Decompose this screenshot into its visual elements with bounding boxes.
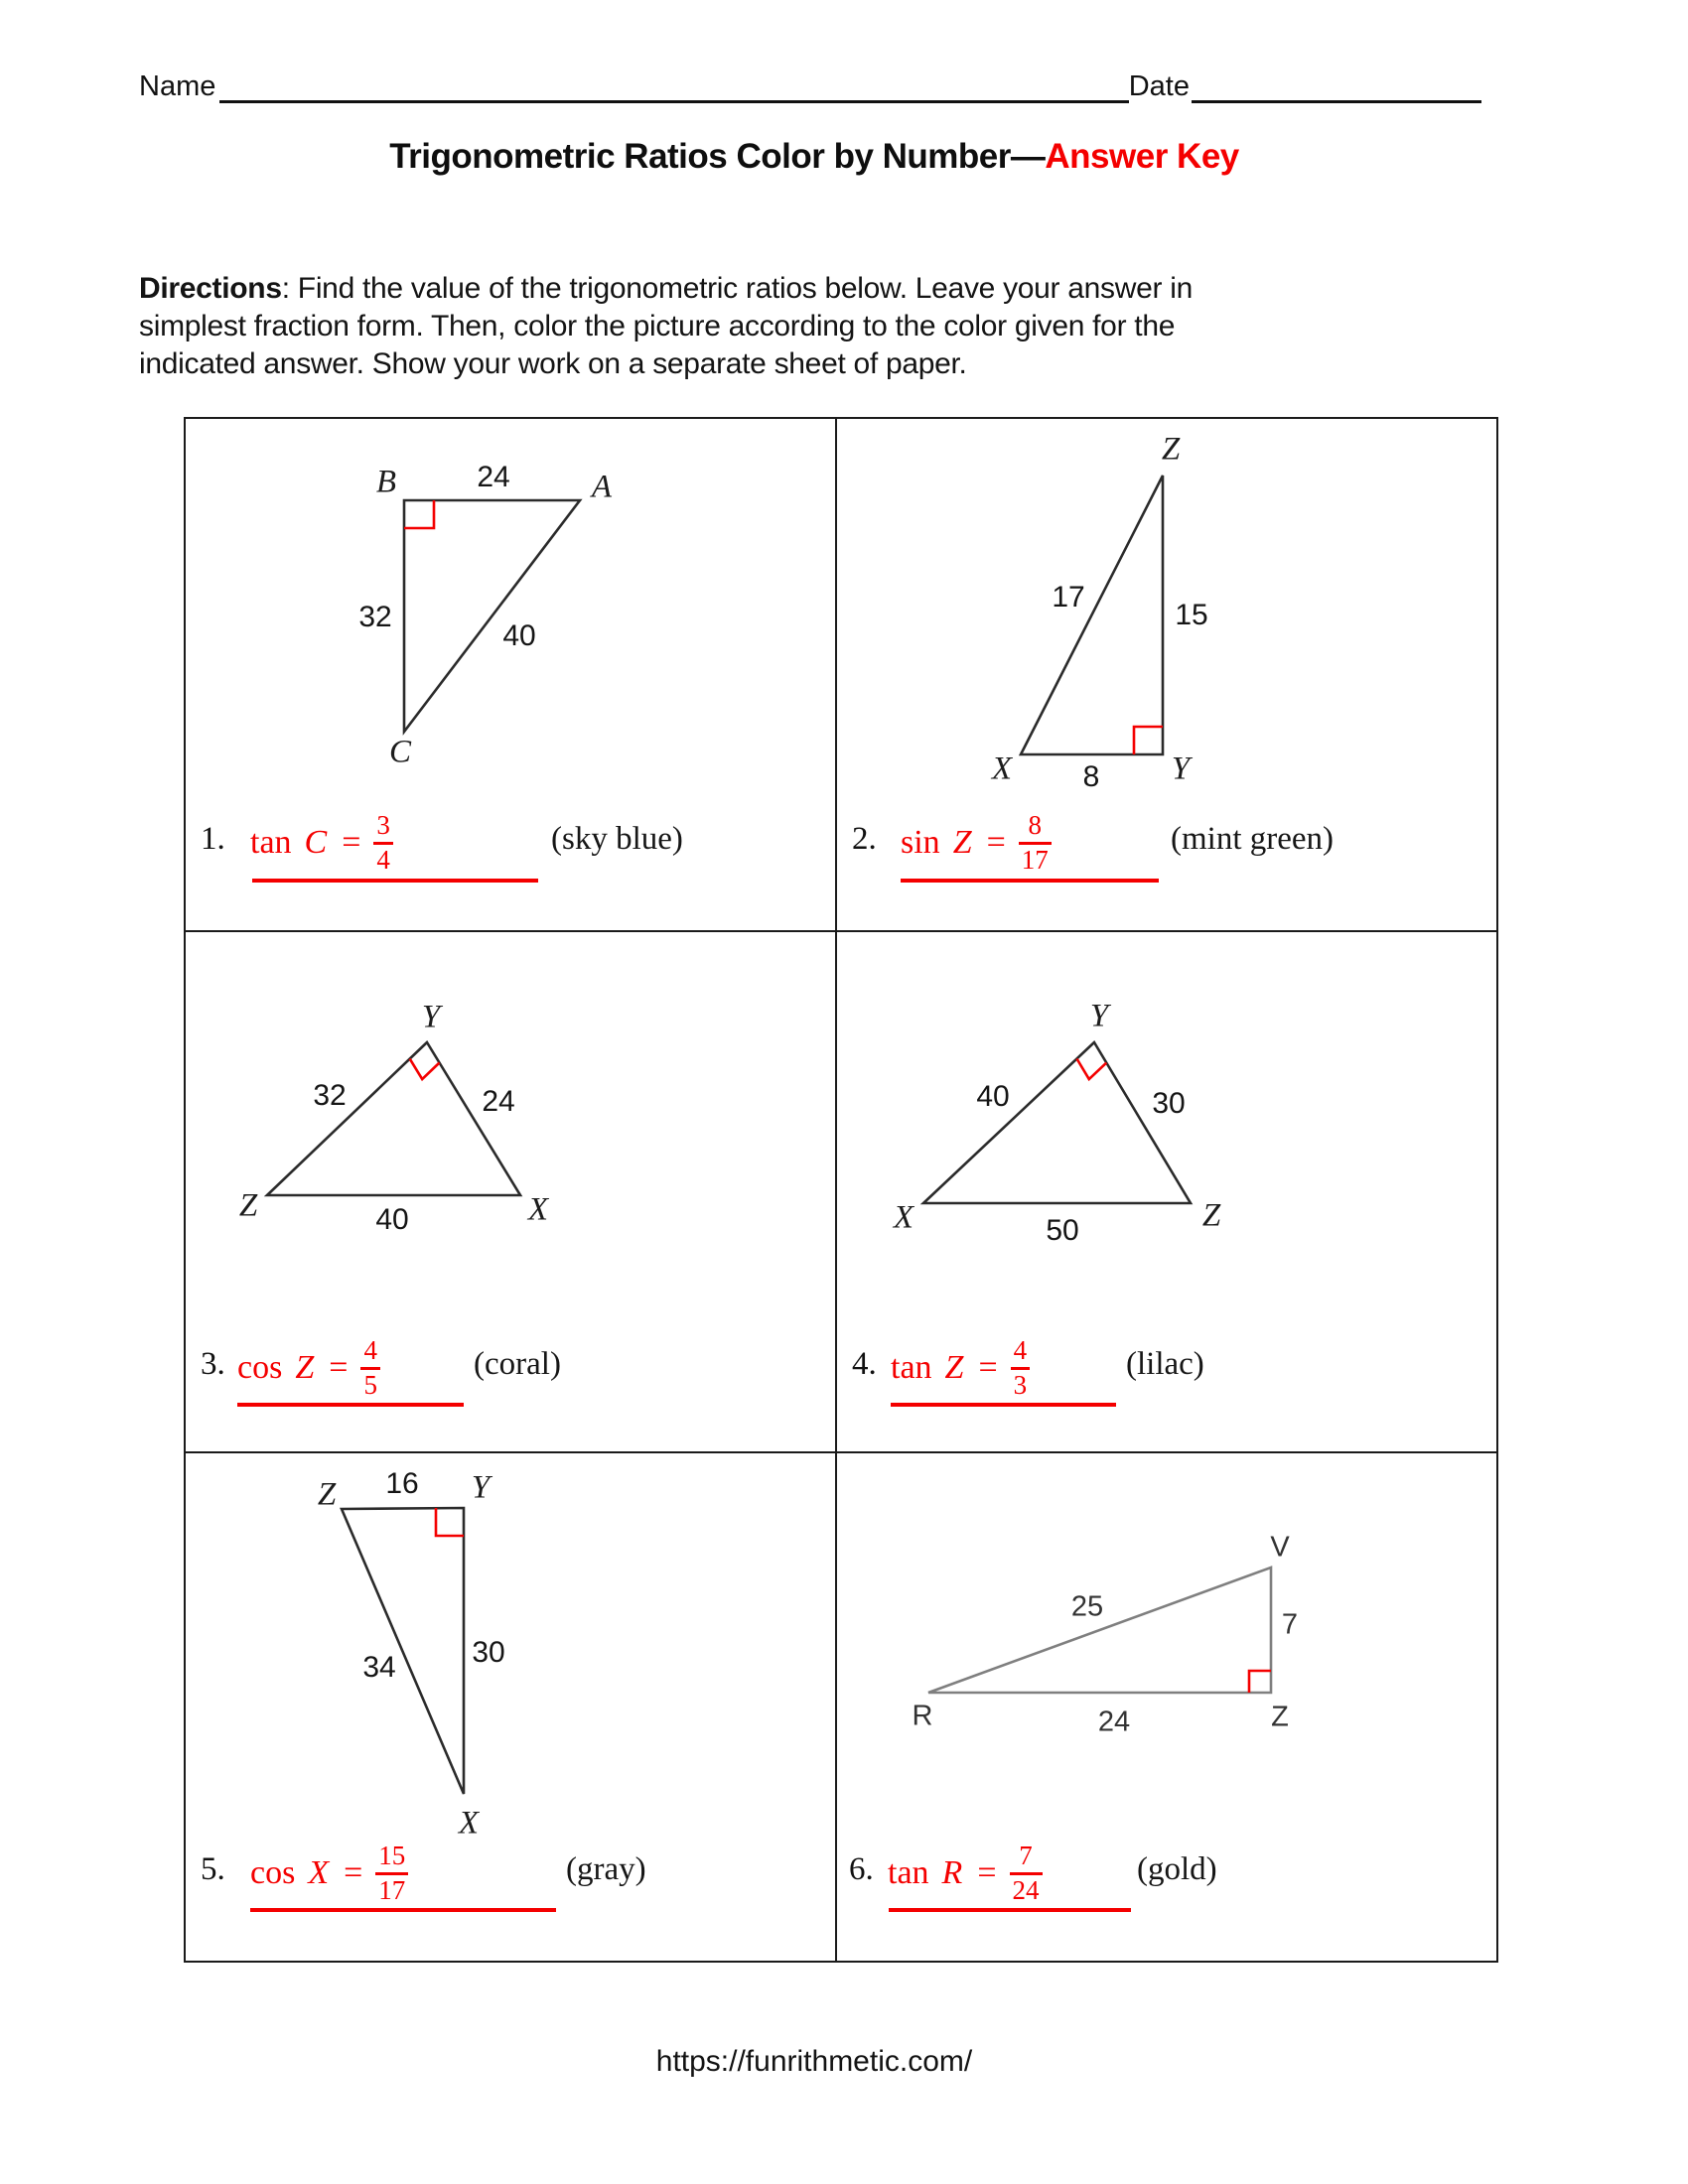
- triangle-outline: [267, 1042, 520, 1195]
- vertex-label-B: B: [375, 464, 397, 500]
- answer-underline: [889, 1908, 1131, 1912]
- angle-variable: Z: [952, 824, 972, 861]
- trig-function: cos: [250, 1854, 296, 1891]
- color-note: (mint green): [1171, 821, 1335, 857]
- answer-formula: [888, 1837, 1043, 1910]
- fraction-numerator: 7: [1019, 1840, 1033, 1870]
- fraction-denominator: 5: [360, 1367, 380, 1402]
- side-label-40: 40: [375, 1203, 409, 1236]
- vertex-label-Y: Y: [1171, 751, 1191, 787]
- side-label-30: 30: [472, 1636, 505, 1669]
- color-note: (gray): [566, 1851, 646, 1887]
- answer-fraction: [373, 810, 393, 877]
- answer-fraction: [360, 1335, 380, 1402]
- problem-cell-1: [186, 419, 837, 932]
- answer-underline: [891, 1403, 1116, 1407]
- trig-function: sin: [901, 824, 940, 861]
- answer-fraction: [1019, 810, 1052, 877]
- side-label-50: 50: [1046, 1214, 1079, 1247]
- equals-sign: =: [329, 1349, 349, 1386]
- side-label-40: 40: [976, 1080, 1010, 1113]
- problem-cell-4: [837, 932, 1496, 1453]
- color-note: (sky blue): [551, 821, 683, 857]
- side-label-16: 16: [385, 1467, 419, 1500]
- vertex-label-Z: Z: [317, 1476, 337, 1513]
- side-label-8: 8: [1082, 760, 1100, 793]
- fraction-numerator: 15: [378, 1840, 406, 1870]
- equals-sign: =: [342, 824, 361, 861]
- right-angle-marker: [410, 1059, 440, 1080]
- problem-cell-6: [837, 1453, 1496, 1961]
- answer-formula: [891, 1331, 1030, 1405]
- fraction-numerator: 8: [1028, 809, 1043, 840]
- answer-fraction: [375, 1841, 408, 1907]
- fraction-denominator: 17: [375, 1872, 408, 1907]
- equals-sign: =: [344, 1854, 363, 1891]
- right-angle-marker: [404, 500, 434, 528]
- vertex-label-Y: Y: [1089, 998, 1109, 1034]
- triangle-outline: [1021, 476, 1163, 754]
- color-note: (lilac): [1126, 1346, 1204, 1382]
- side-label-24: 24: [482, 1085, 515, 1118]
- date-label: Date: [1128, 70, 1190, 102]
- problem-cell-5: [186, 1453, 837, 1961]
- page-title-highlight: Answer Key: [1045, 137, 1239, 176]
- vertex-label-X: X: [458, 1805, 480, 1842]
- right-angle-marker: [1077, 1059, 1107, 1080]
- name-blank-line: [219, 70, 1128, 103]
- fraction-denominator: 3: [1011, 1367, 1031, 1402]
- name-date-row: [139, 66, 1481, 103]
- angle-variable: R: [941, 1854, 963, 1891]
- problem-cell-2: [837, 419, 1496, 932]
- trig-function: tan: [250, 824, 292, 861]
- problem-number: 3.: [201, 1346, 225, 1382]
- side-label-30: 30: [1152, 1087, 1186, 1120]
- side-label-15: 15: [1175, 599, 1208, 631]
- vertex-label-Z: Z: [238, 1187, 258, 1224]
- angle-variable: X: [308, 1854, 330, 1891]
- directions-line-1-text: : Find the value of the trigonometric ratios below. Leave your answer in: [281, 272, 1193, 305]
- date-blank-line: [1192, 70, 1481, 103]
- side-label-32: 32: [313, 1079, 347, 1112]
- side-label-17: 17: [1052, 581, 1085, 614]
- answer-underline: [901, 879, 1159, 883]
- answer-underline: [252, 879, 538, 883]
- page-title-main: Trigonometric Ratios Color by Number—: [389, 137, 1046, 176]
- problem-number: 1.: [201, 821, 225, 857]
- answer-formula: [237, 1331, 380, 1405]
- problem-cell-3: [186, 932, 837, 1453]
- side-label-32: 32: [358, 601, 392, 633]
- vertex-label-Z: Z: [1161, 431, 1181, 468]
- directions-line-2: simplest fraction form. Then, color the picture according to the color given for the: [139, 310, 1176, 342]
- answer-formula: [901, 806, 1052, 880]
- name-label: Name: [139, 70, 216, 102]
- triangle-outline: [928, 1568, 1271, 1693]
- footer-url: https://funrithmetic.com/: [655, 2045, 973, 2078]
- right-angle-marker: [1249, 1671, 1271, 1693]
- vertex-label-R: R: [912, 1700, 933, 1732]
- answer-fraction: [1010, 1841, 1043, 1907]
- directions-line-3: indicated answer. Show your work on a separate sheet of paper.: [139, 347, 967, 380]
- triangle-outline: [342, 1508, 464, 1794]
- answer-formula: [250, 1837, 408, 1910]
- side-label-25: 25: [1070, 1590, 1104, 1623]
- trig-function: tan: [891, 1349, 932, 1386]
- equals-sign: =: [986, 824, 1006, 861]
- side-label-24: 24: [1097, 1706, 1131, 1738]
- answer-fraction: [1011, 1335, 1031, 1402]
- fraction-denominator: 4: [373, 842, 393, 877]
- side-label-24: 24: [477, 461, 510, 493]
- vertex-label-C: C: [388, 734, 412, 770]
- angle-variable: C: [304, 824, 328, 861]
- vertex-label-Z: Z: [1271, 1701, 1289, 1733]
- angle-variable: Z: [944, 1349, 964, 1386]
- equals-sign: =: [977, 1854, 997, 1891]
- fraction-numerator: 3: [376, 809, 390, 840]
- directions-label: Directions: [139, 272, 282, 305]
- answer-formula: [250, 806, 393, 880]
- vertex-label-X: X: [991, 751, 1013, 787]
- page-title: [0, 137, 1628, 177]
- right-angle-marker: [1134, 727, 1163, 754]
- trig-function: tan: [888, 1854, 929, 1891]
- answer-underline: [250, 1908, 556, 1912]
- directions: [139, 270, 1193, 383]
- color-note: (gold): [1137, 1851, 1217, 1887]
- problem-number: 5.: [201, 1851, 225, 1887]
- vertex-label-Y: Y: [471, 1469, 491, 1506]
- side-label-34: 34: [362, 1651, 396, 1684]
- vertex-label-Z: Z: [1201, 1197, 1221, 1234]
- vertex-label-Y: Y: [421, 999, 441, 1035]
- vertex-label-X: X: [527, 1191, 549, 1228]
- angle-variable: Z: [295, 1349, 315, 1386]
- answer-underline: [237, 1403, 464, 1407]
- triangle-outline: [404, 500, 580, 732]
- side-label-40: 40: [502, 619, 536, 652]
- color-note: (coral): [474, 1346, 561, 1382]
- vertex-label-X: X: [893, 1199, 914, 1236]
- problem-number: 4.: [852, 1346, 877, 1382]
- vertex-label-V: V: [1270, 1531, 1290, 1564]
- problems-grid: [184, 417, 1498, 1963]
- fraction-numerator: 4: [363, 1334, 377, 1365]
- fraction-numerator: 4: [1013, 1334, 1028, 1365]
- side-label-7: 7: [1281, 1608, 1299, 1641]
- triangle-outline: [923, 1042, 1191, 1203]
- fraction-denominator: 24: [1010, 1872, 1043, 1907]
- directions-line-1: [139, 270, 1193, 308]
- right-angle-marker: [436, 1508, 464, 1536]
- vertex-label-A: A: [591, 469, 613, 505]
- trig-function: cos: [237, 1349, 283, 1386]
- equals-sign: =: [978, 1349, 998, 1386]
- problem-number: 2.: [852, 821, 877, 857]
- fraction-denominator: 17: [1019, 842, 1052, 877]
- problem-number: 6.: [849, 1851, 874, 1887]
